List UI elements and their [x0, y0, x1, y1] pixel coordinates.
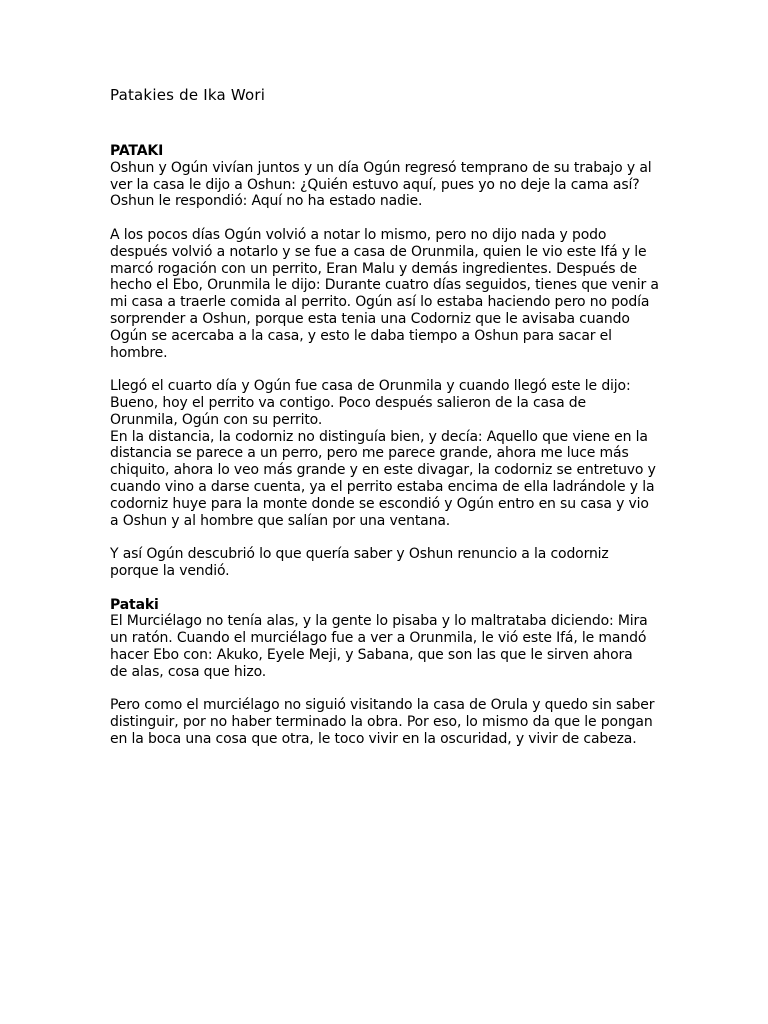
text-line: hecho el Ebo, Orunmila le dijo: Durante cuatro días seguidos, tienes que venir a	[110, 277, 659, 294]
paragraph	[110, 227, 670, 361]
text-line: sorprender a Oshun, porque esta tenia una Codorniz que le avisaba cuando	[110, 310, 630, 327]
text-line: Oshun le respondió: Aquí no ha estado nadie.	[110, 193, 423, 210]
text-line: codorniz huye para la monte donde se escondió y Ogún entro en su casa y vio	[110, 495, 649, 512]
text-line: hombre.	[110, 344, 168, 361]
text-line: Bueno, hoy el perrito va contigo. Poco después salieron de la casa de	[110, 394, 587, 411]
text-line: después volvió a notarlo y se fue a casa de Orunmila, quien le vio este Ifá y le	[110, 243, 647, 260]
section-heading: PATAKI	[110, 143, 164, 159]
section-spacer	[110, 580, 670, 597]
text-line: chiquito, ahora lo veo más grande y en este divagar, la codorniz se entretuvo y	[110, 462, 656, 479]
paragraph	[110, 613, 670, 680]
text-line: Orunmila, Ogún con su perrito.	[110, 411, 323, 428]
text-line: distancia se parece a un perro, pero me parece grande, ahora me luce más	[110, 445, 629, 462]
text-line: en la boca una cosa que otra, le toco vivir en la oscuridad, y vivir de cabeza.	[110, 730, 637, 747]
text-line: Llegó el cuarto día y Ogún fue casa de Orunmila y cuando llegó este le dijo:	[110, 378, 631, 395]
text-line: un ratón. Cuando el murciélago fue a ver a Orunmila, le vió este Ifá, le mandó	[110, 630, 647, 647]
section-heading: Pataki	[110, 596, 159, 613]
paragraph	[110, 378, 670, 529]
paragraph	[110, 697, 670, 747]
text-line: Ogún se acercaba a la casa, y esto le daba tiempo a Oshun para sacar el	[110, 327, 612, 344]
paragraph-spacer	[110, 529, 670, 546]
paragraph	[110, 546, 670, 580]
text-line: ver la casa le dijo a Oshun: ¿Quién estuvo aquí, pues yo no deje la cama así?	[110, 176, 640, 193]
text-line: En la distancia, la codorniz no distinguía bien, y decía: Aquello que viene en la	[110, 428, 648, 445]
text-line: Pero como el murciélago no siguió visitando la casa de Orula y quedo sin saber	[110, 697, 655, 714]
paragraph-spacer	[110, 681, 670, 698]
text-line: mi casa a traerle comida al perrito. Ogún así lo estaba haciendo pero no podía	[110, 294, 650, 311]
text-line: distinguir, por no haber terminado la obra. Por eso, lo mismo da que le pongan	[110, 714, 653, 731]
text-line: a Oshun y al hombre que salían por una ventana.	[110, 512, 451, 529]
pataki-section	[110, 143, 670, 580]
text-line: hacer Ebo con: Akuko, Eyele Meji, y Sabana, que son las que le sirven ahora	[110, 646, 633, 663]
text-line: marcó rogación con un perrito, Eran Malu y demás ingredientes. Después de	[110, 260, 637, 277]
text-line: A los pocos días Ogún volvió a notar lo mismo, pero no dijo nada y podo	[110, 226, 607, 243]
text-line: porque la vendió.	[110, 562, 230, 579]
text-line: El Murciélago no tenía alas, y la gente lo pisaba y lo maltrataba diciendo: Mira	[110, 613, 648, 630]
text-line: Y así Ogún descubrió lo que quería saber y Oshun renuncio a la codorniz	[110, 546, 609, 563]
paragraph-spacer	[110, 210, 670, 227]
text-line: de alas, cosa que hizo.	[110, 663, 267, 680]
paragraph	[110, 160, 670, 210]
paragraph-spacer	[110, 361, 670, 378]
document-body	[110, 143, 670, 748]
text-line: Oshun y Ogún vivían juntos y un día Ogún regresó temprano de su trabajo y al	[110, 159, 652, 176]
document-title: Patakies de Ika Wori	[110, 86, 266, 104]
text-line: cuando vino a darse cuenta, ya el perrito estaba encima de ella ladrándole y la	[110, 478, 655, 495]
pataki-section	[110, 597, 670, 748]
